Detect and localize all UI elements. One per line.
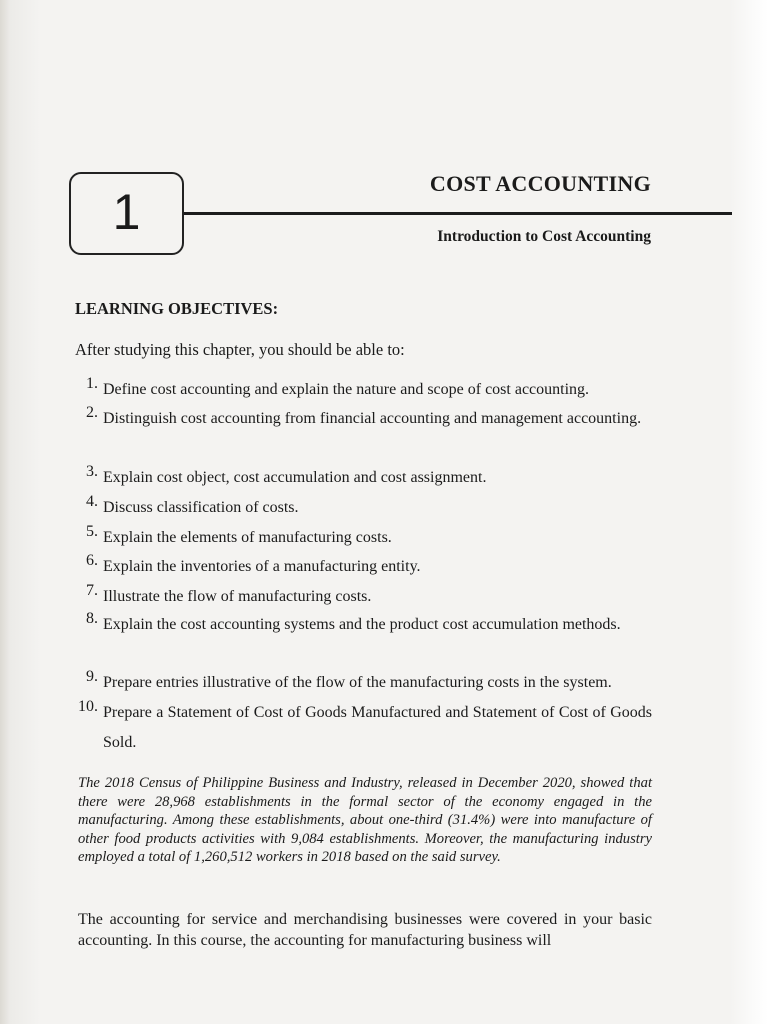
objective-text: Explain cost object, cost accumulation and cost assignment.	[103, 469, 487, 486]
objective-text: Explain the elements of manufacturing costs.	[103, 529, 392, 546]
objective-number: 9.	[86, 668, 98, 685]
objective-number: 4.	[86, 493, 98, 510]
learning-objectives-intro: After studying this chapter, you should be able to:	[75, 340, 405, 359]
chapter-number: 1	[112, 184, 141, 240]
objective-text: Explain the inventories of a manufacturing entity.	[103, 558, 421, 575]
learning-objectives-heading: LEARNING OBJECTIVES:	[75, 299, 279, 318]
chapter-header-rule	[184, 212, 732, 215]
census-paragraph: The 2018 Census of Philippine Business and Industry, released in December 2020, showed that there were 28,968 establishments in the formal sector of the economy engaged in the manufacturing. Among these establishments, about one-third (31.4%) were into manufacture of other food products activities with 9,084 establishments. Moreover, the manufacturing industry employed a total of 1,260,512 workers in 2018 based on the said survey.	[78, 775, 652, 866]
chapter-subtitle: Introduction to Cost Accounting	[437, 228, 651, 245]
objective-text: Discuss classification of costs.	[103, 499, 299, 516]
objective-text: Distinguish cost accounting from financial accounting and management accounting.	[103, 410, 642, 427]
objective-text: Illustrate the flow of manufacturing costs.	[103, 588, 372, 605]
objective-text: Explain the cost accounting systems and the product cost accumulation methods.	[103, 616, 621, 633]
objective-number: 10.	[78, 698, 98, 715]
objective-number: 1.	[86, 375, 98, 392]
objective-text: Prepare a Statement of Cost of Goods Manufactured and Statement of Cost of Goods Sold.	[103, 704, 652, 751]
objective-text: Define cost accounting and explain the nature and scope of cost accounting.	[103, 381, 590, 398]
chapter-title: COST ACCOUNTING	[429, 171, 651, 196]
objective-number: 6.	[86, 552, 98, 569]
page-right-edge	[730, 0, 768, 1024]
chapter-number-box	[69, 172, 184, 255]
objective-number: 7.	[86, 582, 98, 599]
objective-number: 3.	[86, 463, 98, 480]
objective-number: 8.	[86, 610, 98, 627]
page-left-shadow	[0, 0, 40, 1024]
objective-number: 2.	[86, 404, 98, 421]
body-paragraph: The accounting for service and merchandising businesses were covered in your basic accounting. In this course, the accounting for manufacturing business will	[78, 911, 652, 949]
objective-number: 5.	[86, 523, 98, 540]
objective-text: Prepare entries illustrative of the flow of the manufacturing costs in the system.	[103, 674, 612, 691]
